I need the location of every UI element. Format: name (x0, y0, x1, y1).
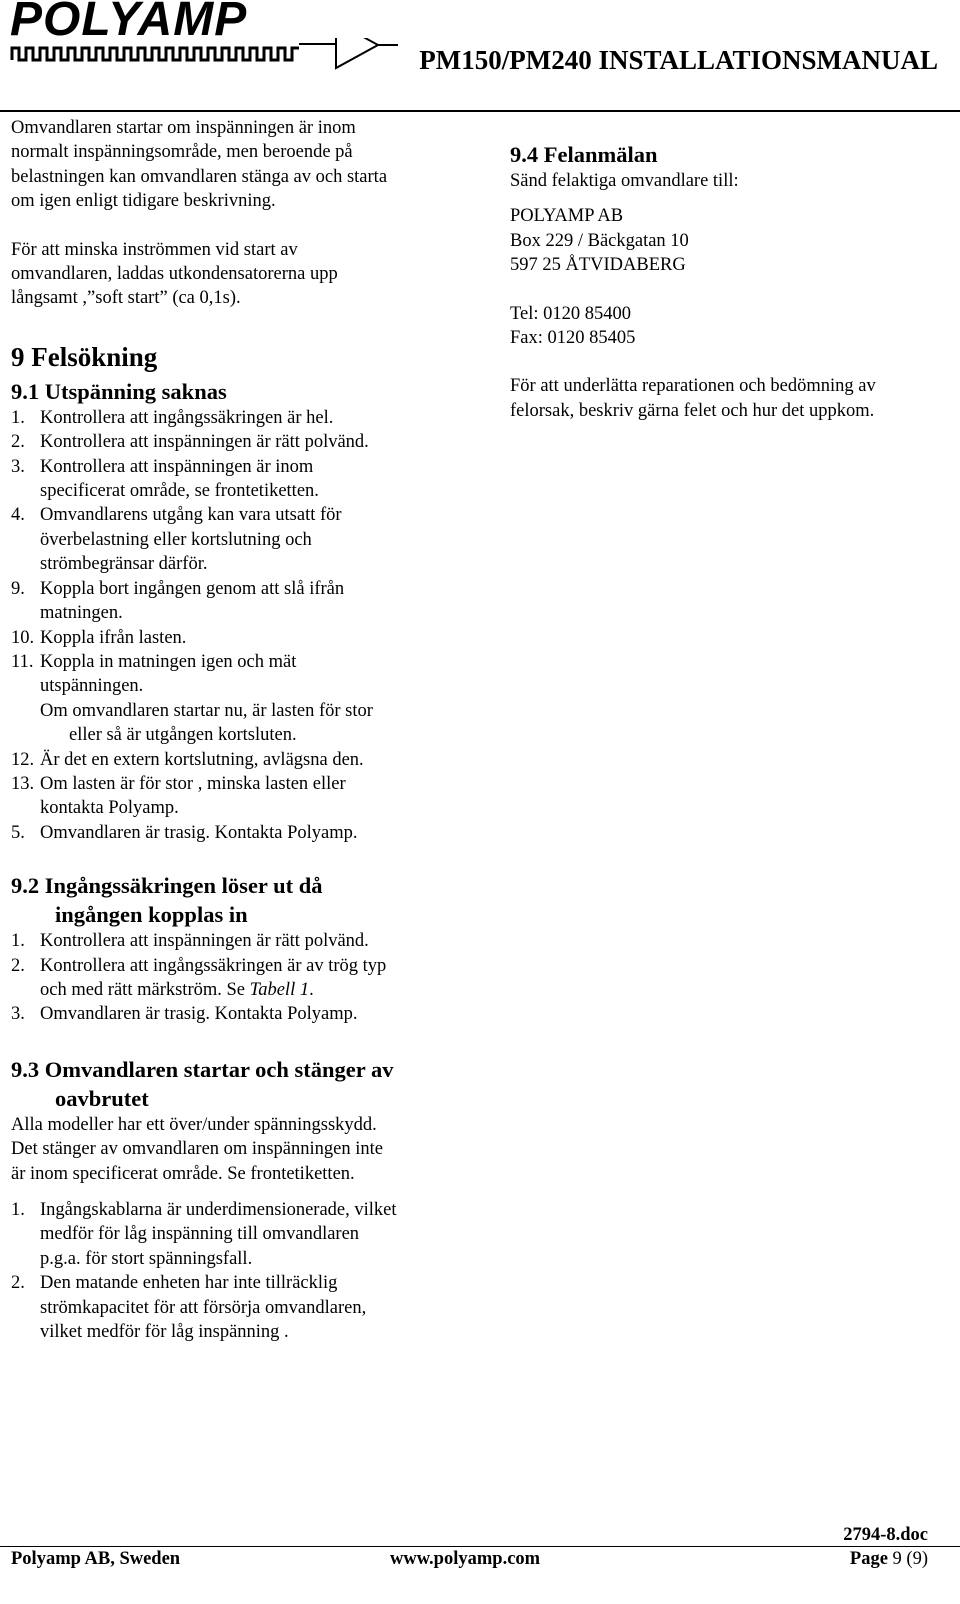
repair-note: För att underlätta reparationen och bedömning av felorsak, beskriv gärna felet och hur det uppkom. (510, 376, 876, 421)
list-item: 10. Koppla ifrån lasten. (11, 627, 187, 648)
footer-website-link[interactable]: www.polyamp.com (390, 1549, 541, 1569)
send-instruction: Sänd felaktiga omvandlare till: (510, 171, 739, 191)
logo-amplifier-icon (10, 38, 400, 74)
logo-wordmark: POLYAMP (10, 0, 248, 46)
intro-paragraph-1: Omvandlaren startar om inspänningen är inom normalt inspänningsområde, men beroende på belastningen kan omvandlaren stänga av och starta om igen enligt tidigare beskrivning. (11, 118, 388, 212)
page-number: Page 9 (9) (849, 1549, 928, 1569)
right-column (510, 140, 950, 423)
document-title: PM150/PM240 INSTALLATIONSMANUAL (419, 45, 938, 75)
table-reference: Tabell 1 (249, 979, 310, 1000)
section-9-3-paragraph: Alla modeller har ett över/under spänningsskydd. Det stänger av omvandlaren om inspänningen inte är inom specificerat område. Se frontetiketten. (11, 1114, 383, 1184)
footer-company: Polyamp AB, Sweden (11, 1549, 181, 1569)
list-item-note: eller så är utgången kortsluten. (69, 725, 297, 746)
header-rule (0, 110, 960, 112)
list-item: 4. Omvandlarens utgång kan vara utsatt för överbelastning eller kortslutning och strömbegränsar därför. (11, 505, 342, 575)
heading-9-2: 9.2 Ingångssäkringen löser ut då ingången kopplas in (11, 873, 323, 928)
heading-9-4: 9.4 Felanmälan (510, 142, 658, 167)
heading-9-3: 9.3 Omvandlaren startar och stänger av oavbrutet (11, 1056, 394, 1111)
list-item: 2. Kontrollera att ingångssäkringen är av trög typ och med rätt märkström. Se Tabell 1. (11, 955, 387, 1000)
address-block: POLYAMP AB Box 229 / Bäckgatan 10 597 25 ÅTVIDABERG (510, 206, 689, 276)
list-item: 13. Om lasten är för stor , minska lasten eller kontakta Polyamp. (11, 773, 346, 819)
list-item: 1. Ingångskablarna är underdimensionerade, vilket medför för låg inspänning till omvandlaren p.g.a. för stort spänningsfall. (11, 1200, 397, 1269)
footer-rule (0, 1546, 960, 1547)
list-item: 9. Koppla bort ingången genom att slå ifrån matningen. (11, 578, 345, 624)
list-item: 2. Kontrollera att inspänningen är rätt polvänd. (11, 432, 369, 453)
list-item: 3. Omvandlaren är trasig. Kontakta Polyamp. (11, 1004, 358, 1025)
list-item-note: Om omvandlaren startar nu, är lasten för stor (40, 700, 373, 721)
list-item: 1. Kontrollera att ingångssäkringen är hel. (11, 407, 334, 428)
list-item: 5. Omvandlaren är trasig. Kontakta Polyamp. (11, 822, 358, 843)
left-column (11, 116, 461, 1344)
list-item: 3. Kontrollera att inspänningen är inom specificerat område, se frontetiketten. (11, 456, 319, 502)
heading-9-1: 9.1 Utspänning saknas (11, 378, 227, 404)
list-item: 2. Den matande enheten har inte tillräcklig strömkapacitet för att försörja omvandlaren, vilket medför för låg inspänning . (11, 1273, 367, 1343)
list-item: 1. Kontrollera att inspänningen är rätt polvänd. (11, 931, 369, 952)
intro-paragraph-2: För att minska inströmmen vid start av omvandlaren, laddas utkondensatorerna upp långsamt ,”soft start” (ca 0,1s). (11, 239, 338, 309)
list-item: 11. Koppla in matningen igen och mät utspänningen. (11, 651, 297, 697)
heading-felsokning: 9 Felsökning (11, 341, 158, 372)
document-id: 2794-8.doc (843, 1525, 928, 1545)
contact-block: Tel: 0120 85400 Fax: 0120 85405 (510, 303, 636, 349)
list-item: 12. Är det en extern kortslutning, avlägsna den. (11, 749, 364, 770)
